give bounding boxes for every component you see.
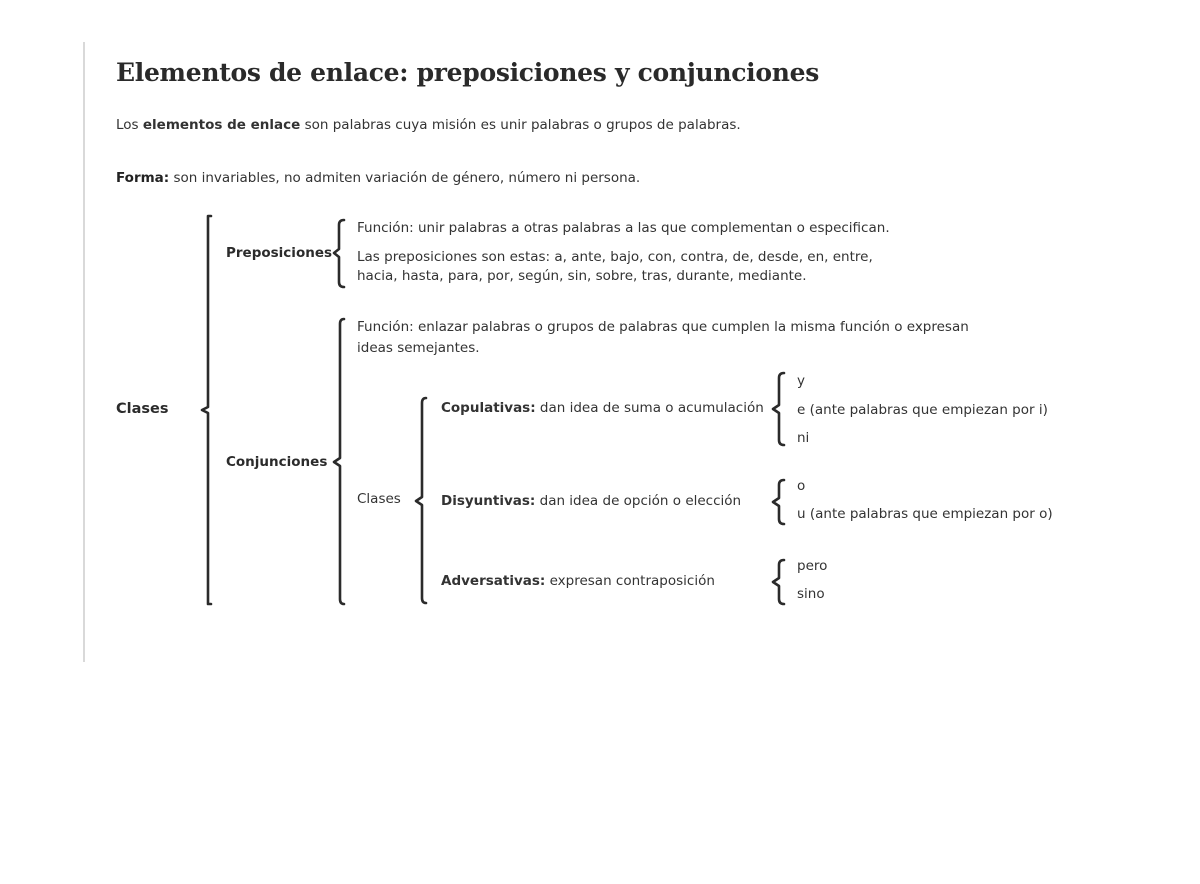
copulativas-label: Copulativas: — [441, 400, 536, 416]
preposiciones-lista-line1: Las preposiciones son estas: a, ante, bajo, con, contra, de, desde, en, entre, — [357, 249, 873, 265]
intro-paragraph — [116, 116, 741, 134]
adversativas-brace — [772, 559, 786, 605]
adversativas-item-sino: sino — [797, 586, 825, 602]
clases-brace — [200, 215, 214, 605]
preposiciones-lista-line2: hacia, hasta, para, por, según, sin, sobre, tras, durante, mediante. — [357, 268, 807, 284]
conjunciones-clases-label: Clases — [357, 491, 401, 507]
preposiciones-label: Preposiciones — [226, 245, 333, 261]
copulativas-text: dan idea de suma o acumulación — [535, 400, 764, 416]
conjunciones-funcion-line2: ideas semejantes. — [357, 340, 480, 356]
intro-text-end: son palabras cuya misión es unir palabras o grupos de palabras. — [300, 117, 741, 133]
forma-label: Forma: — [116, 170, 170, 186]
disyuntivas-item-o: o — [797, 478, 806, 494]
disyuntivas-brace — [772, 479, 786, 525]
adversativas-label: Adversativas: — [441, 573, 546, 589]
page-title: Elementos de enlace: preposiciones y conjunciones — [116, 58, 820, 87]
forma-paragraph — [116, 169, 640, 187]
conjunciones-label: Conjunciones — [226, 454, 328, 470]
intro-text-start: Los — [116, 117, 143, 133]
adversativas-item-pero: pero — [797, 558, 828, 574]
adversativas-text: expresan contraposición — [545, 573, 715, 589]
adversativas-row — [441, 572, 715, 590]
conjunciones-funcion-line1: Función: enlazar palabras o grupos de palabras que cumplen la misma función o expresan — [357, 319, 969, 335]
disyuntivas-item-u: u (ante palabras que empiezan por o) — [797, 506, 1053, 522]
forma-text: son invariables, no admiten variación de género, número ni persona. — [169, 170, 641, 186]
copulativas-item-ni: ni — [797, 430, 810, 446]
conjunciones-clases-brace — [415, 397, 429, 606]
margin-rule — [83, 42, 85, 662]
preposiciones-brace — [333, 219, 347, 289]
preposiciones-funcion: Función: unir palabras a otras palabras a las que complementan o especifican. — [357, 220, 890, 236]
copulativas-row — [441, 399, 764, 417]
intro-bold-term: elementos de enlace — [142, 117, 301, 133]
conjunciones-brace — [333, 318, 347, 606]
copulativas-item-e: e (ante palabras que empiezan por i) — [797, 402, 1048, 418]
disyuntivas-label: Disyuntivas: — [441, 493, 536, 509]
copulativas-item-y: y — [797, 373, 805, 389]
disyuntivas-row — [441, 492, 741, 510]
clases-label: Clases — [116, 401, 169, 417]
copulativas-brace — [772, 372, 786, 446]
disyuntivas-text: dan idea de opción o elección — [535, 493, 742, 509]
